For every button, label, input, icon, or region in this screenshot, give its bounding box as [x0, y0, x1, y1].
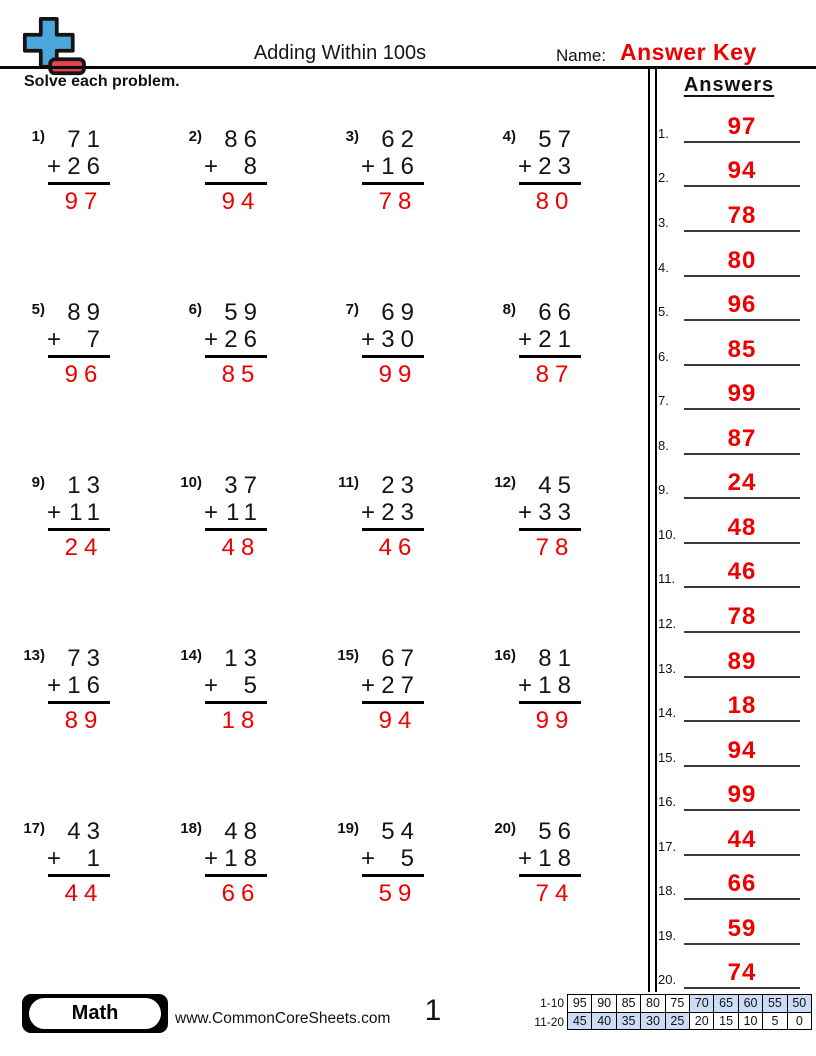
- answer-value: 94: [727, 157, 757, 185]
- problem-number: 18): [180, 820, 202, 837]
- answer-item: [658, 900, 800, 945]
- site-url: www.CommonCoreSheets.com: [175, 1010, 391, 1027]
- answer-key-text: Answer Key: [620, 39, 757, 65]
- plus-operator-icon: +: [204, 845, 219, 872]
- sum-line: [48, 326, 110, 358]
- problem-number: 17): [23, 820, 45, 837]
- answer-line: [684, 872, 800, 900]
- problem-column: [48, 818, 110, 907]
- score-cell: 95: [567, 994, 592, 1013]
- top-addend: 62: [381, 126, 420, 153]
- bottom-addend: 7: [86, 326, 106, 353]
- problem-answer: 78: [378, 188, 418, 215]
- score-cell: 15: [713, 1012, 738, 1031]
- answer-item: [658, 98, 800, 143]
- bottom-addend: 8: [243, 153, 263, 180]
- math-badge-label: Math: [29, 998, 161, 1029]
- problems-grid: [15, 126, 643, 991]
- plus-operator-icon: +: [361, 845, 376, 872]
- answer-number: 20.: [658, 972, 677, 988]
- problem-number: 9): [31, 474, 45, 491]
- score-cell: 90: [591, 994, 616, 1013]
- top-addend: 73: [67, 645, 106, 672]
- score-cell: 20: [689, 1012, 714, 1031]
- plus-operator-icon: +: [361, 153, 376, 180]
- answer-number: 19.: [658, 927, 677, 943]
- top-addend: 59: [224, 299, 263, 326]
- bottom-addend: 18: [224, 845, 263, 872]
- problem-column: [48, 299, 110, 388]
- problem-answer: 46: [378, 534, 418, 561]
- problem-answer: 48: [221, 534, 261, 561]
- problem: [172, 472, 329, 645]
- answers-list: [658, 98, 800, 989]
- problem: [172, 126, 329, 299]
- answer-number: 13.: [658, 660, 677, 676]
- bottom-addend: 1: [86, 845, 106, 872]
- plus-operator-icon: +: [47, 153, 62, 180]
- score-cell: 75: [665, 994, 690, 1013]
- problem-answer: 44: [64, 880, 104, 907]
- score-row: [518, 994, 812, 1013]
- answer-item: [658, 455, 800, 500]
- sum-line: [205, 499, 267, 531]
- answer-item: [658, 767, 800, 812]
- sum-line: [48, 153, 110, 185]
- top-addend: 13: [67, 472, 106, 499]
- problem-answer: 97: [64, 188, 104, 215]
- score-cell: 60: [738, 994, 763, 1013]
- problem-column: [362, 299, 424, 388]
- sum-line: [48, 499, 110, 531]
- answer-number: 14.: [658, 705, 677, 721]
- problem-number: 8): [502, 301, 516, 318]
- sum-line: [205, 153, 267, 185]
- answer-number: 16.: [658, 794, 677, 810]
- score-cell: 85: [616, 994, 641, 1013]
- problem-answer: 24: [64, 534, 104, 561]
- answer-line: [684, 513, 800, 544]
- top-addend: 89: [67, 299, 106, 326]
- answer-item: [658, 811, 800, 856]
- problem-column: [362, 126, 424, 215]
- problem-answer: 78: [535, 534, 575, 561]
- bottom-addend: 11: [69, 499, 106, 526]
- answer-value: 24: [727, 469, 757, 497]
- top-addend: 69: [381, 299, 420, 326]
- problem-column: [205, 126, 267, 215]
- score-row-label: 1-10: [540, 996, 565, 1010]
- sum-line: [362, 845, 424, 877]
- plus-operator-icon: +: [518, 845, 533, 872]
- bottom-addend: 16: [67, 672, 106, 699]
- score-cell: 5: [762, 1012, 787, 1031]
- problem: [172, 818, 329, 991]
- plus-operator-icon: +: [518, 672, 533, 699]
- top-addend: 67: [381, 645, 420, 672]
- problem-column: [519, 818, 581, 907]
- problem-column: [362, 472, 424, 561]
- answer-value: 99: [727, 380, 757, 408]
- problem-answer: 96: [64, 361, 104, 388]
- bottom-addend: 21: [538, 326, 577, 353]
- answer-value: 85: [727, 335, 757, 363]
- score-cell: 0: [787, 1012, 812, 1031]
- answer-line: [684, 424, 800, 455]
- problem-answer: 89: [64, 707, 104, 734]
- problem: [15, 472, 172, 645]
- plus-operator-icon: +: [361, 672, 376, 699]
- answer-number: 11.: [658, 571, 676, 587]
- answer-number: 18.: [658, 883, 677, 899]
- score-cell: 55: [762, 994, 787, 1013]
- problem-column: [519, 299, 581, 388]
- problem-answer: 99: [378, 361, 418, 388]
- answer-line: [684, 382, 800, 410]
- score-cell: 50: [787, 994, 812, 1013]
- answer-item: [658, 945, 800, 990]
- bottom-addend: 5: [400, 845, 420, 872]
- separator-line: [648, 69, 657, 992]
- problem-number: 4): [502, 128, 516, 145]
- answer-number: 10.: [658, 526, 677, 542]
- plus-operator-icon: +: [47, 326, 62, 353]
- answer-value: 89: [727, 647, 757, 675]
- answer-number: 4.: [658, 259, 669, 275]
- answer-value: 44: [727, 825, 757, 853]
- problem-answer: 18: [221, 707, 261, 734]
- plus-operator-icon: +: [361, 326, 376, 353]
- answer-item: [658, 856, 800, 901]
- answer-line: [684, 204, 800, 232]
- problem-number: 19): [337, 820, 359, 837]
- problem: [172, 645, 329, 818]
- answer-line: [684, 602, 800, 633]
- answer-value: 97: [727, 112, 757, 140]
- answer-value: 46: [727, 558, 757, 586]
- problem-number: 1): [31, 128, 45, 145]
- problem-number: 11): [338, 474, 359, 491]
- top-addend: 66: [538, 299, 577, 326]
- problem-answer: 66: [221, 880, 261, 907]
- sum-line: [519, 153, 581, 185]
- answer-line: [684, 246, 800, 277]
- answer-number: 3.: [658, 215, 669, 231]
- problem: [15, 645, 172, 818]
- problem-column: [48, 645, 110, 734]
- sum-line: [48, 672, 110, 704]
- score-cell: 25: [665, 1012, 690, 1031]
- page-number: 1: [424, 994, 442, 1027]
- problem: [486, 818, 643, 991]
- score-cell: 80: [640, 994, 665, 1013]
- score-cell: 70: [689, 994, 714, 1013]
- answer-line: [684, 112, 800, 143]
- score-row: [518, 1013, 812, 1032]
- sum-line: [519, 845, 581, 877]
- problem: [172, 299, 329, 472]
- plus-operator-icon: +: [47, 672, 62, 699]
- sum-line: [362, 672, 424, 704]
- problem-answer: 94: [378, 707, 418, 734]
- answer-item: [658, 722, 800, 767]
- answer-item: [658, 277, 800, 322]
- bottom-addend: 23: [381, 499, 420, 526]
- problem-column: [205, 818, 267, 907]
- answer-item: [658, 678, 800, 723]
- top-addend: 48: [224, 818, 263, 845]
- problem-answer: 99: [535, 707, 575, 734]
- problem: [15, 299, 172, 472]
- answer-value: 66: [727, 870, 757, 898]
- answer-item: [658, 499, 800, 544]
- answer-line: [684, 159, 800, 187]
- sum-line: [519, 672, 581, 704]
- problem-answer: 59: [378, 880, 418, 907]
- problem: [486, 472, 643, 645]
- problem: [486, 645, 643, 818]
- answer-value: 59: [727, 914, 757, 942]
- answer-item: [658, 366, 800, 411]
- answer-line: [684, 335, 800, 366]
- answer-item: [658, 633, 800, 678]
- problem-column: [205, 472, 267, 561]
- bottom-addend: 16: [381, 153, 420, 180]
- answer-number: 7.: [658, 393, 669, 409]
- problem: [486, 126, 643, 299]
- score-cell: 30: [640, 1012, 665, 1031]
- problem: [329, 472, 486, 645]
- answer-line: [684, 783, 800, 811]
- answer-item: [658, 321, 800, 366]
- problem: [329, 645, 486, 818]
- page-title: Adding Within 100s: [253, 42, 427, 64]
- score-cell: 35: [616, 1012, 641, 1031]
- answer-value: 96: [727, 291, 757, 319]
- top-addend: 54: [381, 818, 420, 845]
- answer-line: [684, 560, 800, 588]
- answer-number: 17.: [658, 838, 677, 854]
- top-addend: 57: [538, 126, 577, 153]
- problem-column: [519, 126, 581, 215]
- answer-line: [684, 825, 800, 856]
- problem-number: 15): [337, 647, 359, 664]
- answer-number: 6.: [658, 348, 669, 364]
- plus-operator-icon: +: [47, 845, 62, 872]
- bottom-addend: 5: [243, 672, 263, 699]
- problem-number: 7): [345, 301, 359, 318]
- problem-number: 3): [345, 128, 359, 145]
- top-addend: 81: [538, 645, 577, 672]
- answer-number: 8.: [658, 437, 669, 453]
- answer-value: 99: [727, 781, 757, 809]
- sum-line: [519, 499, 581, 531]
- score-cell: 40: [591, 1012, 616, 1031]
- sum-line: [519, 326, 581, 358]
- problem-column: [205, 299, 267, 388]
- problem: [329, 126, 486, 299]
- top-addend: 86: [224, 126, 263, 153]
- bottom-addend: 11: [226, 499, 263, 526]
- bottom-addend: 30: [381, 326, 420, 353]
- top-addend: 56: [538, 818, 577, 845]
- problem-number: 2): [188, 128, 202, 145]
- answer-value: 78: [727, 202, 757, 230]
- plus-operator-icon: +: [518, 326, 533, 353]
- answer-line: [684, 647, 800, 678]
- problem-number: 14): [180, 647, 202, 664]
- problem-column: [205, 645, 267, 734]
- answer-line: [684, 914, 800, 945]
- answer-number: 15.: [658, 749, 677, 765]
- answer-number: 5.: [658, 304, 669, 320]
- answer-item: [658, 187, 800, 232]
- answer-value: 48: [727, 513, 757, 541]
- plus-operator-icon: +: [204, 153, 219, 180]
- header-rule: [0, 66, 816, 69]
- bottom-addend: 18: [538, 845, 577, 872]
- answers-header: Answers: [683, 74, 775, 96]
- bottom-addend: 18: [538, 672, 577, 699]
- problem-number: 5): [31, 301, 45, 318]
- plus-operator-icon: +: [204, 672, 219, 699]
- score-cell: 65: [713, 994, 738, 1013]
- problem-column: [362, 645, 424, 734]
- plus-operator-icon: +: [518, 153, 533, 180]
- answer-number: 9.: [658, 482, 669, 498]
- sum-line: [205, 672, 267, 704]
- bottom-addend: 26: [67, 153, 106, 180]
- plus-operator-icon: +: [47, 499, 62, 526]
- answer-line: [684, 471, 800, 499]
- top-addend: 45: [538, 472, 577, 499]
- problem-column: [519, 645, 581, 734]
- bottom-addend: 33: [538, 499, 577, 526]
- top-addend: 13: [224, 645, 263, 672]
- answer-item: [658, 544, 800, 589]
- problem-column: [519, 472, 581, 561]
- answer-line: [684, 736, 800, 767]
- answer-line: [684, 961, 800, 989]
- answer-value: 94: [727, 736, 757, 764]
- sum-line: [362, 499, 424, 531]
- problem-column: [362, 818, 424, 907]
- plus-operator-icon: +: [361, 499, 376, 526]
- plus-operator-icon: +: [204, 326, 219, 353]
- problem-answer: 80: [535, 188, 575, 215]
- answer-value: 80: [727, 246, 757, 274]
- problem-column: [48, 472, 110, 561]
- problem: [486, 299, 643, 472]
- plus-operator-icon: +: [204, 499, 219, 526]
- problem: [15, 126, 172, 299]
- answer-item: [658, 232, 800, 277]
- answer-value: 78: [727, 602, 757, 630]
- sum-line: [205, 845, 267, 877]
- sum-line: [362, 326, 424, 358]
- problem-number: 10): [180, 474, 202, 491]
- problem-number: 13): [23, 647, 45, 664]
- answer-number: 1.: [658, 125, 669, 141]
- top-addend: 37: [224, 472, 263, 499]
- top-addend: 23: [381, 472, 420, 499]
- problem: [329, 818, 486, 991]
- score-row-label: 11-20: [534, 1014, 565, 1029]
- answer-value: 18: [727, 692, 757, 720]
- problem-answer: 94: [221, 188, 261, 215]
- bottom-addend: 27: [381, 672, 420, 699]
- score-cell: 10: [738, 1012, 763, 1031]
- sum-line: [362, 153, 424, 185]
- answer-value: 87: [727, 424, 757, 452]
- name-label: Name:: [556, 46, 607, 65]
- answer-item: [658, 588, 800, 633]
- bottom-addend: 26: [224, 326, 263, 353]
- top-addend: 43: [67, 818, 106, 845]
- answer-item: [658, 143, 800, 188]
- problem-answer: 87: [535, 361, 575, 388]
- score-table: [518, 994, 812, 1031]
- answer-item: [658, 410, 800, 455]
- problem-number: 6): [188, 301, 202, 318]
- problem-number: 16): [494, 647, 516, 664]
- problem-number: 20): [494, 820, 516, 837]
- problem-column: [48, 126, 110, 215]
- plus-operator-icon: +: [518, 499, 533, 526]
- answer-line: [684, 694, 800, 722]
- problem-answer: 74: [535, 880, 575, 907]
- answer-line: [684, 293, 800, 321]
- problem-number: 12): [494, 474, 516, 491]
- instructions-text: Solve each problem.: [24, 73, 180, 90]
- math-badge: [22, 994, 168, 1033]
- answer-number: 12.: [658, 615, 677, 631]
- bottom-addend: 23: [538, 153, 577, 180]
- problem: [15, 818, 172, 991]
- score-cell: 45: [567, 1012, 592, 1031]
- problem-answer: 85: [221, 361, 261, 388]
- answer-number: 2.: [658, 170, 669, 186]
- top-addend: 71: [67, 126, 106, 153]
- sum-line: [205, 326, 267, 358]
- answer-value: 74: [727, 959, 757, 987]
- sum-line: [48, 845, 110, 877]
- problem: [329, 299, 486, 472]
